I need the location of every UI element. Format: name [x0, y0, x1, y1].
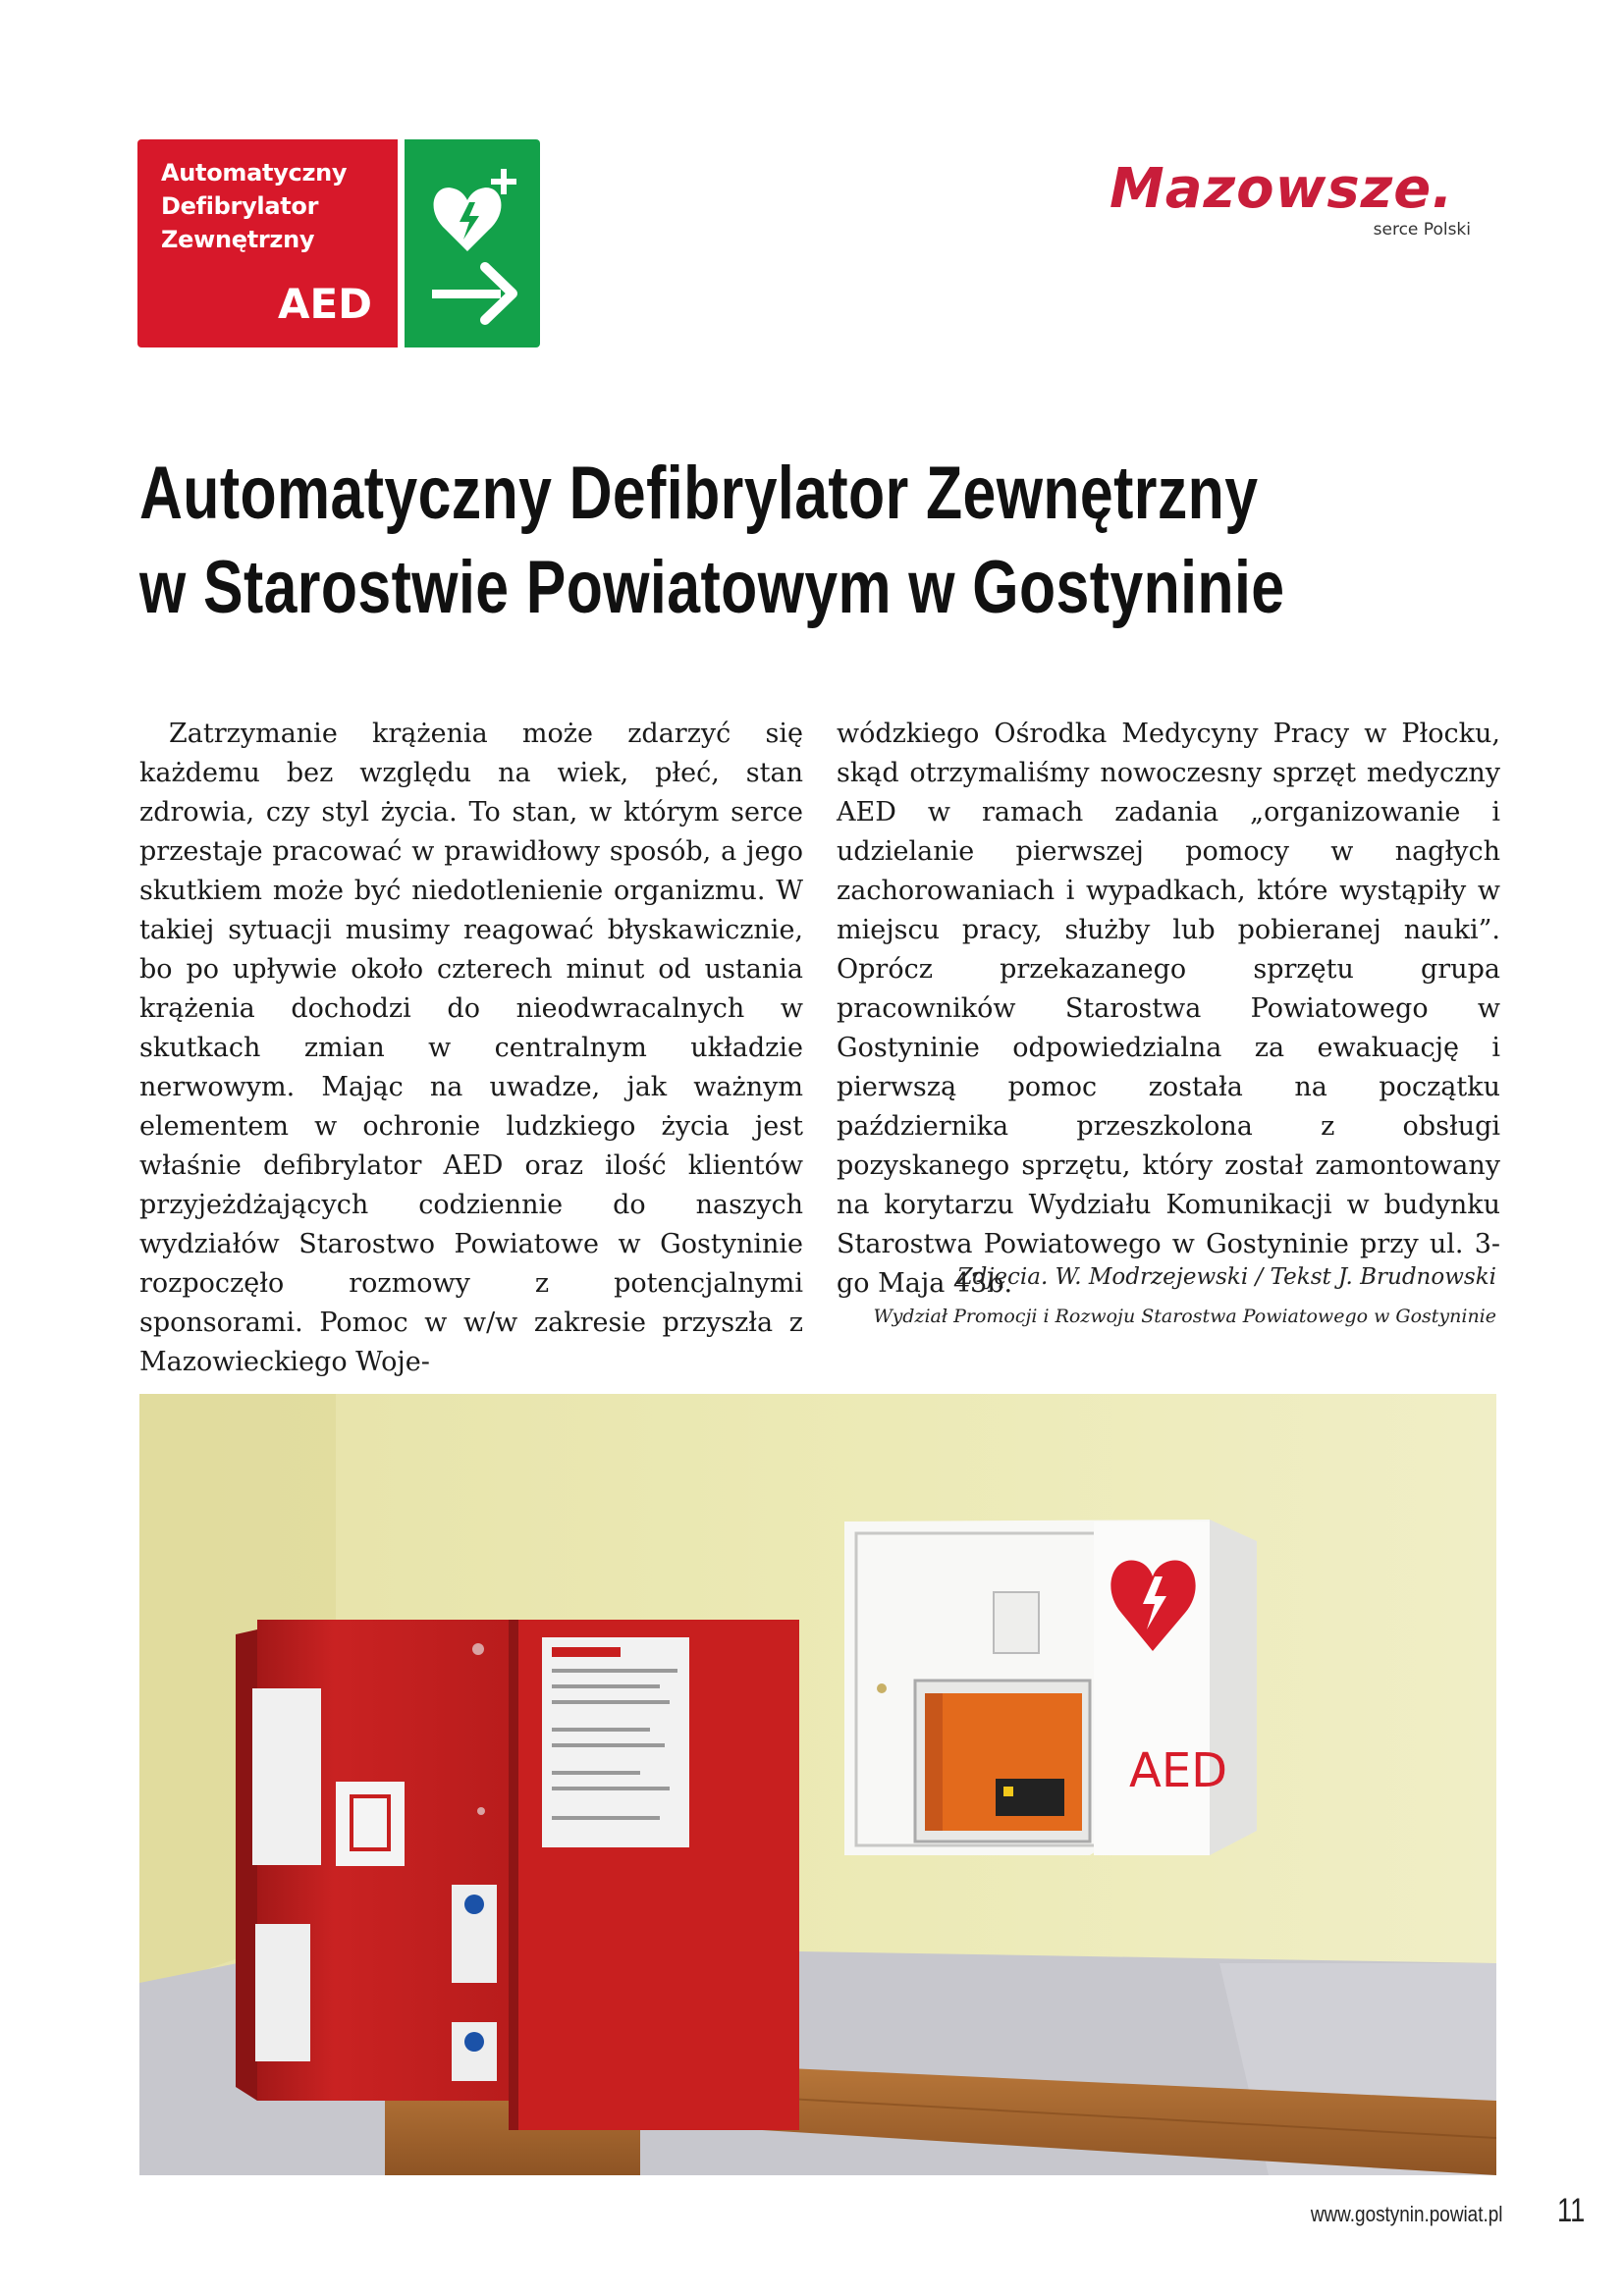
logo-tagline: serce Polski [1373, 220, 1471, 240]
aed-sign-green-panel [405, 139, 540, 347]
heart-defibrillator-icon [844, 1520, 1257, 1855]
mazowsze-logo [1110, 157, 1492, 245]
article-column-right [837, 715, 1500, 1304]
article-photo [139, 1394, 1496, 2175]
aed-sign-line-2: Defibrylator [161, 192, 319, 220]
aed-sign-line-3: Zewnętrzny [161, 226, 315, 253]
fire-hose-icon [236, 1620, 799, 2130]
aed-sign-red-panel [137, 139, 398, 347]
title-line-1: Automatyczny Defibrylator Zewnętrzny [139, 452, 1259, 535]
footer-url[interactable]: www.gostynin.powiat.pl [1310, 2202, 1502, 2226]
page-title [139, 447, 1285, 635]
title-line-2: w Starostwie Powiatowym w Gostyninie [139, 546, 1285, 629]
aed-cabinet-label: AED [1129, 1743, 1228, 1798]
logo-wordmark: Mazowsze. [1110, 157, 1454, 221]
heart-defibrillator-icon [434, 169, 516, 251]
aed-sign [137, 139, 540, 347]
aed-sign-code: AED [277, 280, 372, 328]
aed-sign-line-1: Automatyczny [161, 159, 348, 187]
photo-credit: Zdjęcia. W. Modrzejewski / Tekst J. Brudnowski [956, 1264, 1496, 1290]
page-number: 11 [1557, 2192, 1586, 2229]
article-paragraph-left: Zatrzymanie krążenia może zdarzyć się każdemu bez względu na wiek, płeć, stan zdrowia, czy styl życia. To stan, w którym serce przestaje pracować w prawidłowy sposób, a jego skutkiem może być niedotlenienie organizmu. W takiej sytuacji musimy reagować błyskawicznie, bo po upływie około czterech minut od ustania krążenia dochodzi do nieodwracalnych w skutkach zmian w centralnym układzie nerwowym. Mając na uwadze, jak ważnym elementem w ochronie ludzkiego życia jest właśnie defibrylator AED oraz ilość klientów przyjeżdżających codziennie do naszych wydziałów Starostwo Powiatowe w Gostyninie rozpoczęło rozmowy z potencjalnymi sponsorami. Pomoc w w/w zakresie przyszła z Mazowieckiego Woje- [139, 719, 803, 1377]
arrow-right-icon [432, 267, 513, 320]
article-paragraph-right: wódzkiego Ośrodka Medycyny Pracy w Płocku, skąd otrzymaliśmy nowoczesny sprzęt medyczny AED w ramach zadania „organizowanie i udzielanie pierwszej pomocy w nagłych zachorowaniach i wypadkach, które wystąpiły w miejscu pracy, służby lub pobieranej nauki”. Oprócz przekazanego sprzętu grupa pracowników Starostwa Powiatowego w Gostyninie odpowiedzialna za ewakuację i pierwszą pomoc została na początku października przeszkolona z obsługi pozyskanego sprzętu, który został zamontowany na korytarzu Wydziału Komunikacji w budynku Starostwa Powiatowego w Gostyninie przy ul. 3-go Maja 43b. [837, 719, 1500, 1299]
department-credit: Wydział Promocji i Rozwoju Starostwa Powiatowego w Gostyninie [873, 1306, 1496, 1327]
article-column-left [139, 715, 803, 1382]
